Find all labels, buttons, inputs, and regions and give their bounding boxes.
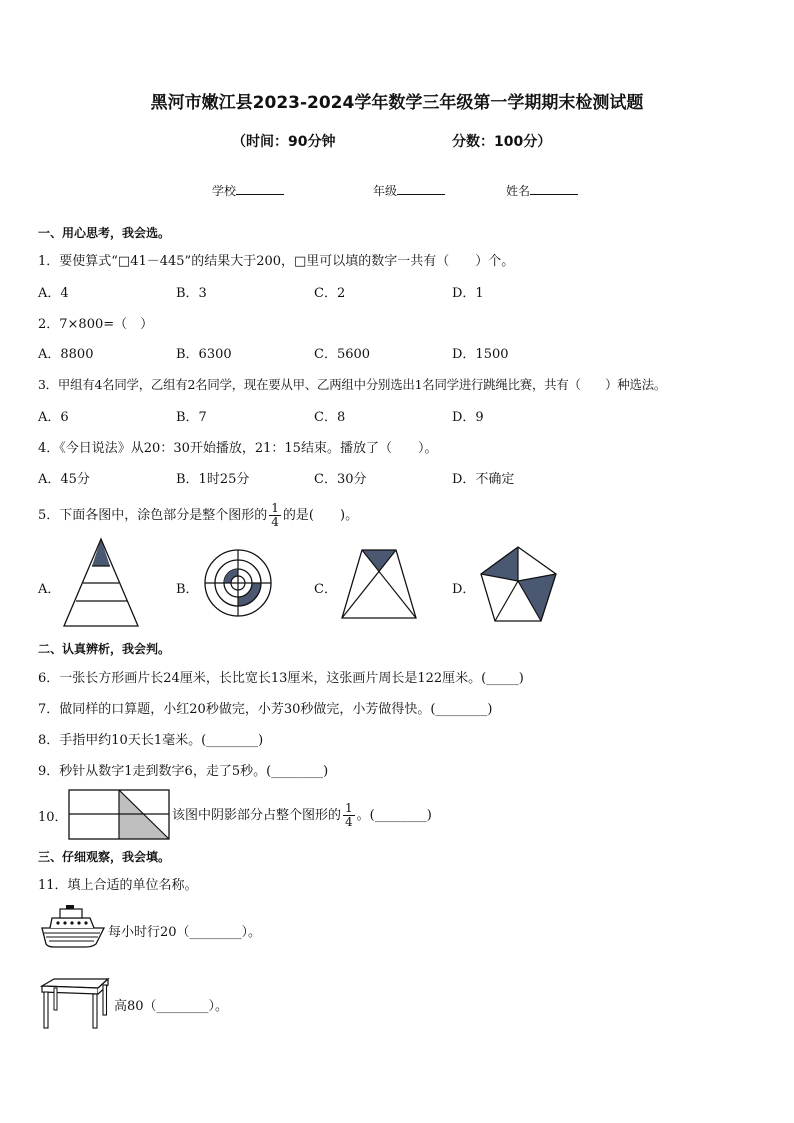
exam-time: （时间：90分钟 — [232, 134, 336, 150]
ship-icon — [40, 904, 106, 948]
name-blank[interactable] — [530, 182, 578, 195]
q4-option-a[interactable]: A．45分 — [38, 472, 90, 487]
q1-option-d[interactable]: D．1 — [452, 286, 484, 301]
grade-blank[interactable] — [397, 182, 445, 195]
question-1: 1．要使算式“□41－445”的结果大于200，□里可以填的数字一共有（ ）个。 — [38, 254, 515, 269]
question-2: 2．7×800=（ ） — [38, 317, 154, 332]
section-1-title: 一、用心思考，我会选。 — [38, 226, 171, 240]
question-9: 9．秒针从数字1走到数字6，走了5秒。(________) — [38, 764, 329, 779]
question-10 — [172, 802, 432, 829]
school-label: 学校 — [212, 184, 237, 198]
q3-option-d[interactable]: D．9 — [452, 410, 484, 425]
q3-option-a[interactable]: A．6 — [38, 410, 69, 425]
question-8: 8．手指甲约10天长1毫米。(________) — [38, 733, 264, 748]
q5-option-a[interactable]: A． — [38, 582, 61, 597]
page-title: 黑河市嫩江县2023-2024学年数学三年级第一学期期末检测试题 — [150, 93, 644, 113]
figure-q10-rectangle[interactable] — [68, 789, 172, 841]
q5-fraction — [269, 502, 281, 529]
figure-a-triangle[interactable] — [62, 538, 142, 628]
q5-text-before: 5．下面各图中，涂色部分是整个图形的 — [38, 508, 268, 523]
q5-option-c[interactable]: C． — [314, 582, 337, 597]
question-4: 4．《今日说法》从20：30开始播放，21：15结束。播放了（ ）。 — [38, 441, 438, 456]
figure-d-pentagon[interactable] — [478, 545, 560, 625]
figure-c-trapezoid[interactable] — [340, 548, 420, 620]
section-2-title: 二、认真辨析，我会判。 — [38, 642, 171, 656]
q10-text-after: 。(________) — [356, 808, 432, 823]
name-field[interactable] — [506, 182, 578, 199]
question-11: 11．填上合适的单位名称。 — [38, 878, 198, 893]
q10-frac-den: 4 — [345, 815, 353, 829]
grade-field[interactable] — [373, 182, 445, 199]
q2-option-c[interactable]: C．5600 — [314, 347, 371, 362]
q5-frac-num: 1 — [271, 501, 279, 515]
figure-c-shaded — [362, 550, 396, 572]
question-7: 7．做同样的口算题，小红20秒做完，小芳30秒做完，小芳做得快。(________) — [38, 702, 493, 717]
question-3: 3．甲组有4名同学，乙组有2名同学，现在要从甲、乙两组中分别选出1名同学进行跳绳比赛，共有（ ）种选法。 — [38, 377, 667, 392]
q11-line-2: 高80（________）。 — [114, 999, 229, 1014]
q10-fraction — [343, 802, 355, 829]
question-5 — [38, 502, 358, 529]
table-icon — [40, 978, 110, 1030]
q3-option-b[interactable]: B．7 — [176, 410, 207, 425]
q2-option-d[interactable]: D．1500 — [452, 347, 509, 362]
q5-option-b[interactable]: B． — [176, 582, 199, 597]
name-label: 姓名 — [506, 184, 531, 198]
q2-option-b[interactable]: B．6300 — [176, 347, 232, 362]
q5-text-after: 的是( )。 — [282, 508, 359, 523]
grade-label: 年级 — [373, 184, 398, 198]
q4-option-c[interactable]: C．30分 — [314, 472, 367, 487]
section-3-title: 三、仔细观察，我会填。 — [38, 850, 171, 864]
question-10-label: 10． — [38, 810, 68, 825]
q5-frac-den: 4 — [271, 515, 279, 529]
q11-line-1: 每小时行20（________）。 — [108, 925, 262, 940]
q1-option-a[interactable]: A．4 — [38, 286, 69, 301]
q10-frac-num: 1 — [345, 801, 353, 815]
q2-option-a[interactable]: A．8800 — [38, 347, 94, 362]
q1-option-c[interactable]: C．2 — [314, 286, 346, 301]
q4-option-d[interactable]: D．不确定 — [452, 472, 515, 487]
q5-option-d[interactable]: D． — [452, 582, 476, 597]
q10-text-before: 该图中阴影部分占整个图形的 — [172, 808, 342, 823]
figure-b-circles[interactable] — [203, 548, 273, 618]
exam-score: 分数：100分） — [452, 134, 552, 150]
question-6: 6．一张长方形画片长24厘米，长比宽长13厘米，这张画片周长是122厘米。(_____) — [38, 671, 524, 686]
school-field[interactable] — [212, 182, 284, 199]
school-blank[interactable] — [236, 182, 284, 195]
figure-d-shaded-1 — [481, 547, 518, 581]
q1-option-b[interactable]: B．3 — [176, 286, 207, 301]
q3-option-c[interactable]: C．8 — [314, 410, 346, 425]
q4-option-b[interactable]: B．1时25分 — [176, 472, 250, 487]
